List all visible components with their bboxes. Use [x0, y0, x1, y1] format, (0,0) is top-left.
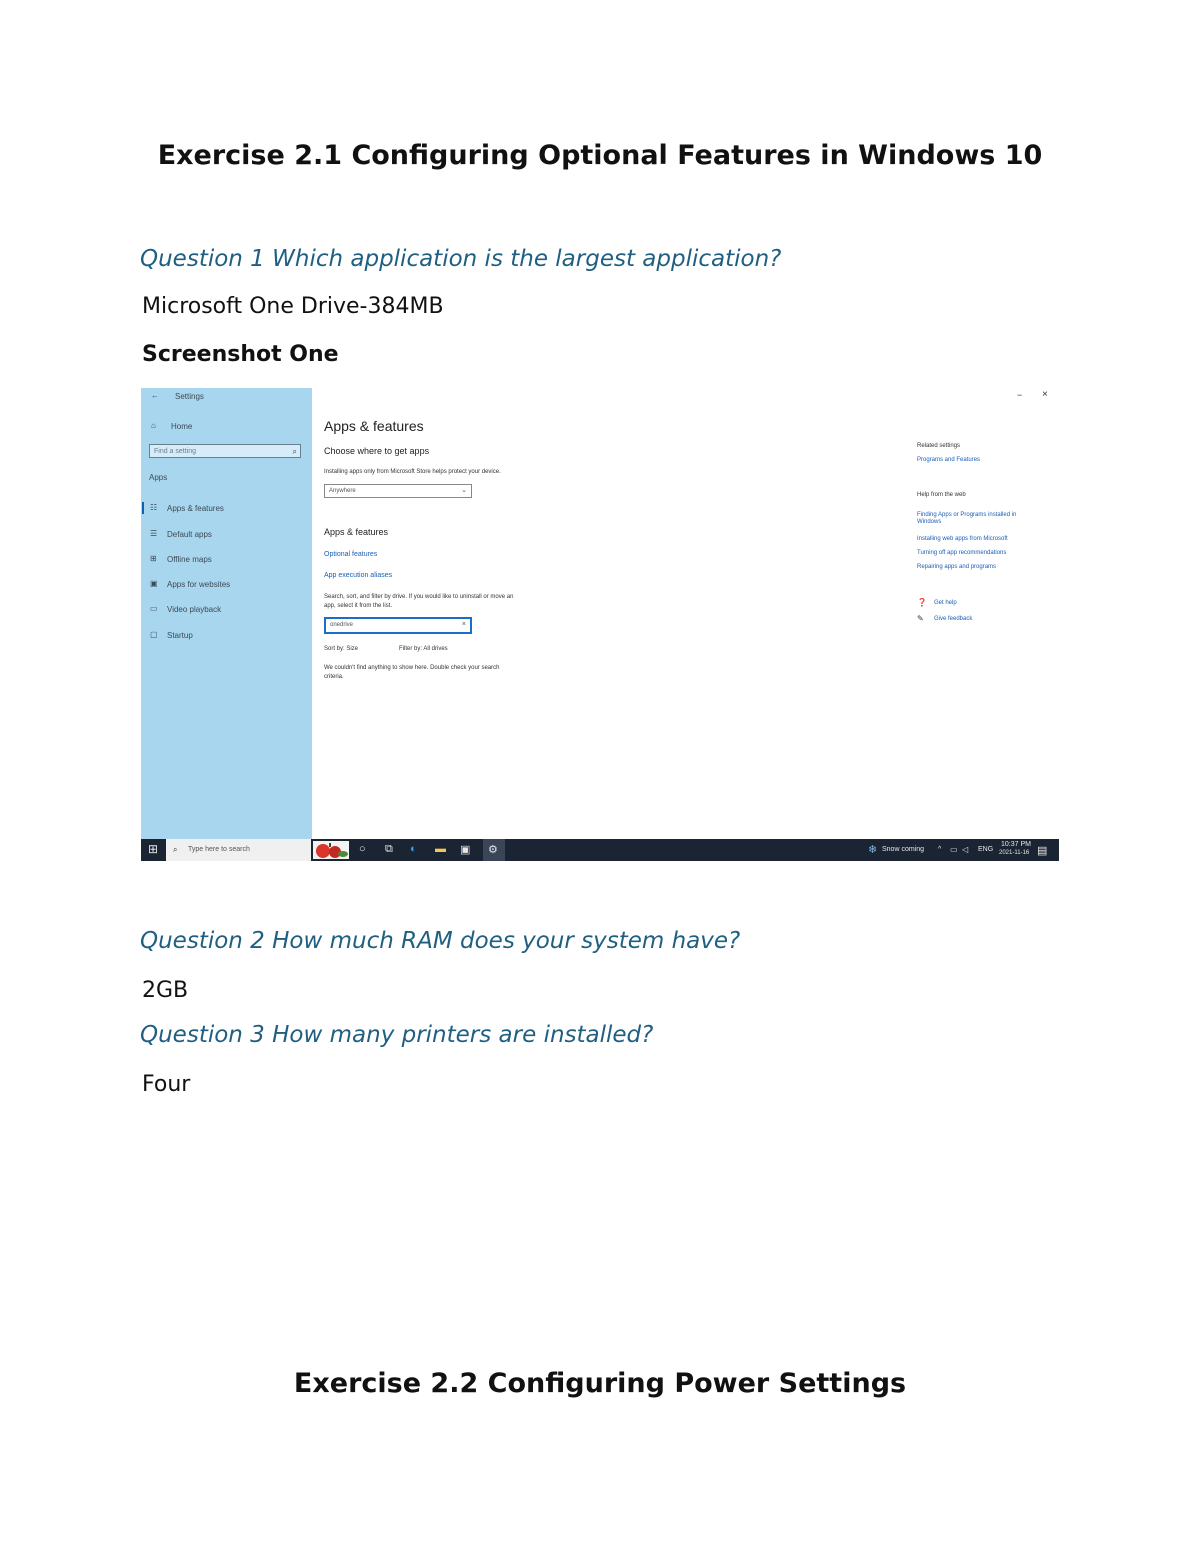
weather-text[interactable]: Snow coming [882, 846, 925, 853]
search-icon: ⌕ [292, 447, 297, 456]
help-link-finding-apps[interactable]: Finding Apps or Programs installed in Windows [917, 512, 1017, 525]
answer-2: 2GB [142, 978, 189, 1003]
help-web-heading: Help from the web [917, 492, 966, 498]
programs-features-link[interactable]: Programs and Features [917, 457, 981, 463]
settings-sidebar [141, 388, 312, 839]
sidebar-item-offline-maps[interactable]: Offline maps [167, 555, 212, 564]
answer-3: Four [142, 1072, 191, 1097]
sidebar-item-apps-features[interactable]: Apps & features [167, 504, 224, 513]
start-icon[interactable]: ⊞ [148, 842, 159, 856]
sidebar-item-video-playback[interactable]: Video playback [167, 605, 222, 614]
task-view-icon[interactable]: ⧉ [385, 843, 393, 855]
search-clear-icon: × [461, 621, 466, 628]
no-results-line-1: We couldn't find anything to show here. Double check your search [324, 665, 500, 671]
apps-features-heading: Apps & features [324, 527, 389, 537]
help-link-repairing[interactable]: Repairing apps and programs [917, 564, 997, 570]
language-indicator[interactable]: ENG [978, 846, 994, 853]
answer-1: Microsoft One Drive-384MB [142, 294, 444, 319]
edge-icon[interactable]: ◐ [410, 843, 417, 855]
app-list-search-value: onedrive [330, 622, 354, 628]
store-icon[interactable]: ▣ [460, 844, 471, 856]
gear-icon[interactable]: ⚙ [488, 844, 498, 856]
sidebar-item-apps-websites[interactable]: Apps for websites [167, 580, 231, 589]
clock-time[interactable]: 10:37 PM [1001, 841, 1031, 848]
app-list-search-input[interactable] [324, 617, 472, 634]
close-icon[interactable]: × [1042, 389, 1048, 400]
related-settings-heading: Related settings [917, 443, 961, 449]
sidebar-home[interactable]: Home [171, 422, 193, 431]
question-2: Question 2 How much RAM does your system have? [140, 928, 741, 954]
volume-icon[interactable]: ◁ [962, 845, 969, 854]
no-results-line-2: criteria. [324, 674, 344, 680]
search-description-1: Search, sort, and filter by drive. If you would like to uninstall or move an [324, 594, 514, 600]
exercise-2-1-title: Exercise 2.1 Configuring Optional Features in Windows 10 [157, 140, 1043, 171]
choose-description: Installing apps only from Microsoft Store helps protect your device. [324, 469, 501, 475]
file-explorer-icon[interactable]: ▬ [435, 843, 446, 855]
help-link-recommendations[interactable]: Turning off app recommendations [917, 550, 1007, 556]
taskbar-search-placeholder: Type here to search [188, 846, 250, 853]
app-source-select[interactable] [324, 484, 472, 498]
chevron-down-icon: ⌄ [461, 487, 467, 494]
apps-features-icon: ☷ [150, 503, 158, 512]
taskbar [141, 839, 1059, 861]
cortana-icon[interactable]: ○ [359, 843, 366, 855]
weather-icon: ❄ [868, 844, 878, 856]
apple-wallpaper-icon [313, 841, 349, 859]
notification-icon[interactable]: ▤ [1037, 845, 1048, 857]
question-3: Question 3 How many printers are installed? [140, 1022, 654, 1048]
default-apps-icon: ☰ [150, 529, 158, 538]
sidebar-item-startup[interactable]: Startup [167, 631, 193, 640]
app-aliases-link[interactable]: App execution aliases [324, 572, 393, 579]
settings-search-input[interactable] [149, 444, 301, 458]
feedback-icon: ✎ [917, 614, 924, 623]
question-1: Question 1 Which application is the largest application? [140, 246, 782, 272]
exercise-2-2-title: Exercise 2.2 Configuring Power Settings [293, 1368, 907, 1399]
give-feedback-link[interactable]: Give feedback [934, 616, 973, 622]
window-title: Settings [175, 392, 204, 401]
filter-by-dropdown[interactable]: Filter by: All drives [399, 646, 448, 652]
settings-search-placeholder: Find a setting [154, 448, 197, 455]
taskbar-search-icon: ⌕ [173, 845, 178, 854]
offline-maps-icon: ⊞ [150, 554, 157, 563]
get-help-icon: ❓ [917, 598, 927, 607]
optional-features-link[interactable]: Optional features [324, 551, 378, 558]
get-help-link[interactable]: Get help [934, 600, 957, 606]
sidebar-item-default-apps[interactable]: Default apps [167, 530, 212, 539]
startup-icon: ▢ [150, 630, 158, 639]
settings-screenshot [141, 388, 1059, 861]
help-link-web-apps[interactable]: Installing web apps from Microsoft [917, 536, 1008, 542]
back-arrow-icon[interactable]: ← [151, 391, 159, 400]
network-icon[interactable]: ▭ [950, 845, 958, 854]
page-heading: Apps & features [324, 418, 424, 434]
taskbar-search-input[interactable] [166, 839, 311, 861]
sort-by-dropdown[interactable]: Sort by: Size [324, 646, 359, 652]
tray-chevron-icon[interactable]: ^ [938, 846, 942, 853]
app-source-value: Anywhere [329, 488, 356, 494]
clock-date[interactable]: 2021-11-16 [999, 850, 1030, 856]
home-icon: ⌂ [151, 421, 156, 430]
choose-heading: Choose where to get apps [324, 446, 430, 456]
active-indicator [142, 502, 144, 514]
apps-websites-icon: ▣ [150, 579, 158, 588]
video-playback-icon: ▭ [150, 604, 158, 613]
sidebar-section-label: Apps [149, 473, 168, 482]
search-description-2: app, select it from the list. [324, 603, 393, 609]
minimize-icon[interactable]: − [1017, 390, 1023, 400]
screenshot-caption: Screenshot One [142, 342, 339, 367]
